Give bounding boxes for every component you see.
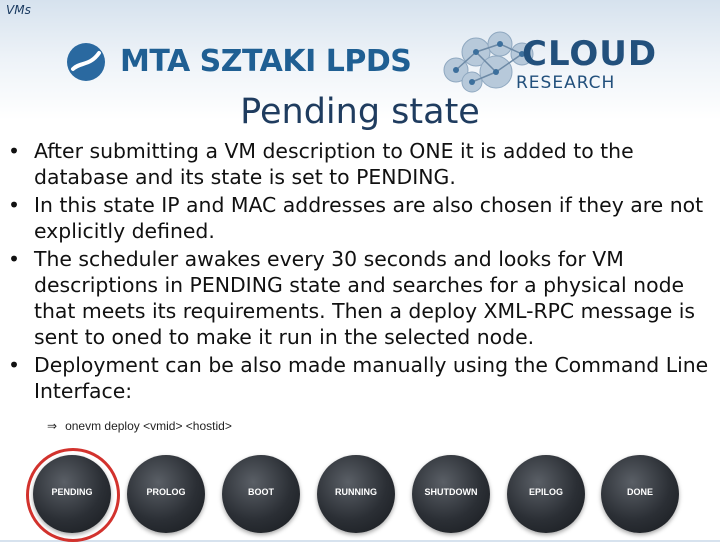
bullet-item [6,138,712,190]
state-label: SHUTDOWN [424,487,478,497]
bullet-icon: • [8,193,21,217]
bullet-icon: • [8,247,21,271]
slide-section-label: VMs [6,3,31,17]
cloud-research-logo [438,30,663,100]
bullet-text: The scheduler awakes every 30 seconds and looks for VM descriptions in PENDING state and searches for a physical node that meets its requirements. Then a deploy XML-RPC message is sent to oned to make it run in the selected node. [34,247,696,349]
state-label: PENDING [51,487,93,497]
mta-sztaki-lpds-logo [66,42,412,82]
slide-title: Pending state [240,92,480,132]
bullet-text: In this state IP and MAC addresses are also chosen if they are not explicitly defined. [34,193,704,243]
state-label: PROLOG [146,487,186,497]
command-text: onevm deploy <vmid> <hostid> [65,419,232,433]
state-label: DONE [626,487,653,497]
command-example [47,419,232,433]
state-label: RUNNING [335,487,377,497]
bullet-item [6,192,712,244]
state-boot [222,455,300,533]
lpds-logo-text: MTA SZTAKI LPDS [120,44,412,79]
bullet-icon: • [8,353,21,377]
state-label: EPILOG [528,487,563,497]
bullet-icon: • [8,139,21,163]
research-logo-text: RESEARCH [516,73,616,93]
arrow-right-icon: ⇒ [47,419,58,433]
bullet-list [6,138,712,406]
lpds-logo-icon [66,42,106,82]
bullet-text: Deployment can be also made manually using the Command Line Interface: [34,353,709,403]
state-running [317,455,395,533]
bullet-text: After submitting a VM description to ONE it is added to the database and its state is set to PENDING. [34,139,634,189]
state-shutdown [412,455,490,533]
bullet-item [6,352,712,404]
bullet-item [6,246,712,350]
state-prolog [127,455,205,533]
cloud-logo-text: CLOUD [522,34,658,74]
state-pending [33,455,111,533]
state-epilog [507,455,585,533]
state-label: BOOT [248,487,274,497]
vm-state-diagram [0,444,720,540]
state-done [601,455,679,533]
